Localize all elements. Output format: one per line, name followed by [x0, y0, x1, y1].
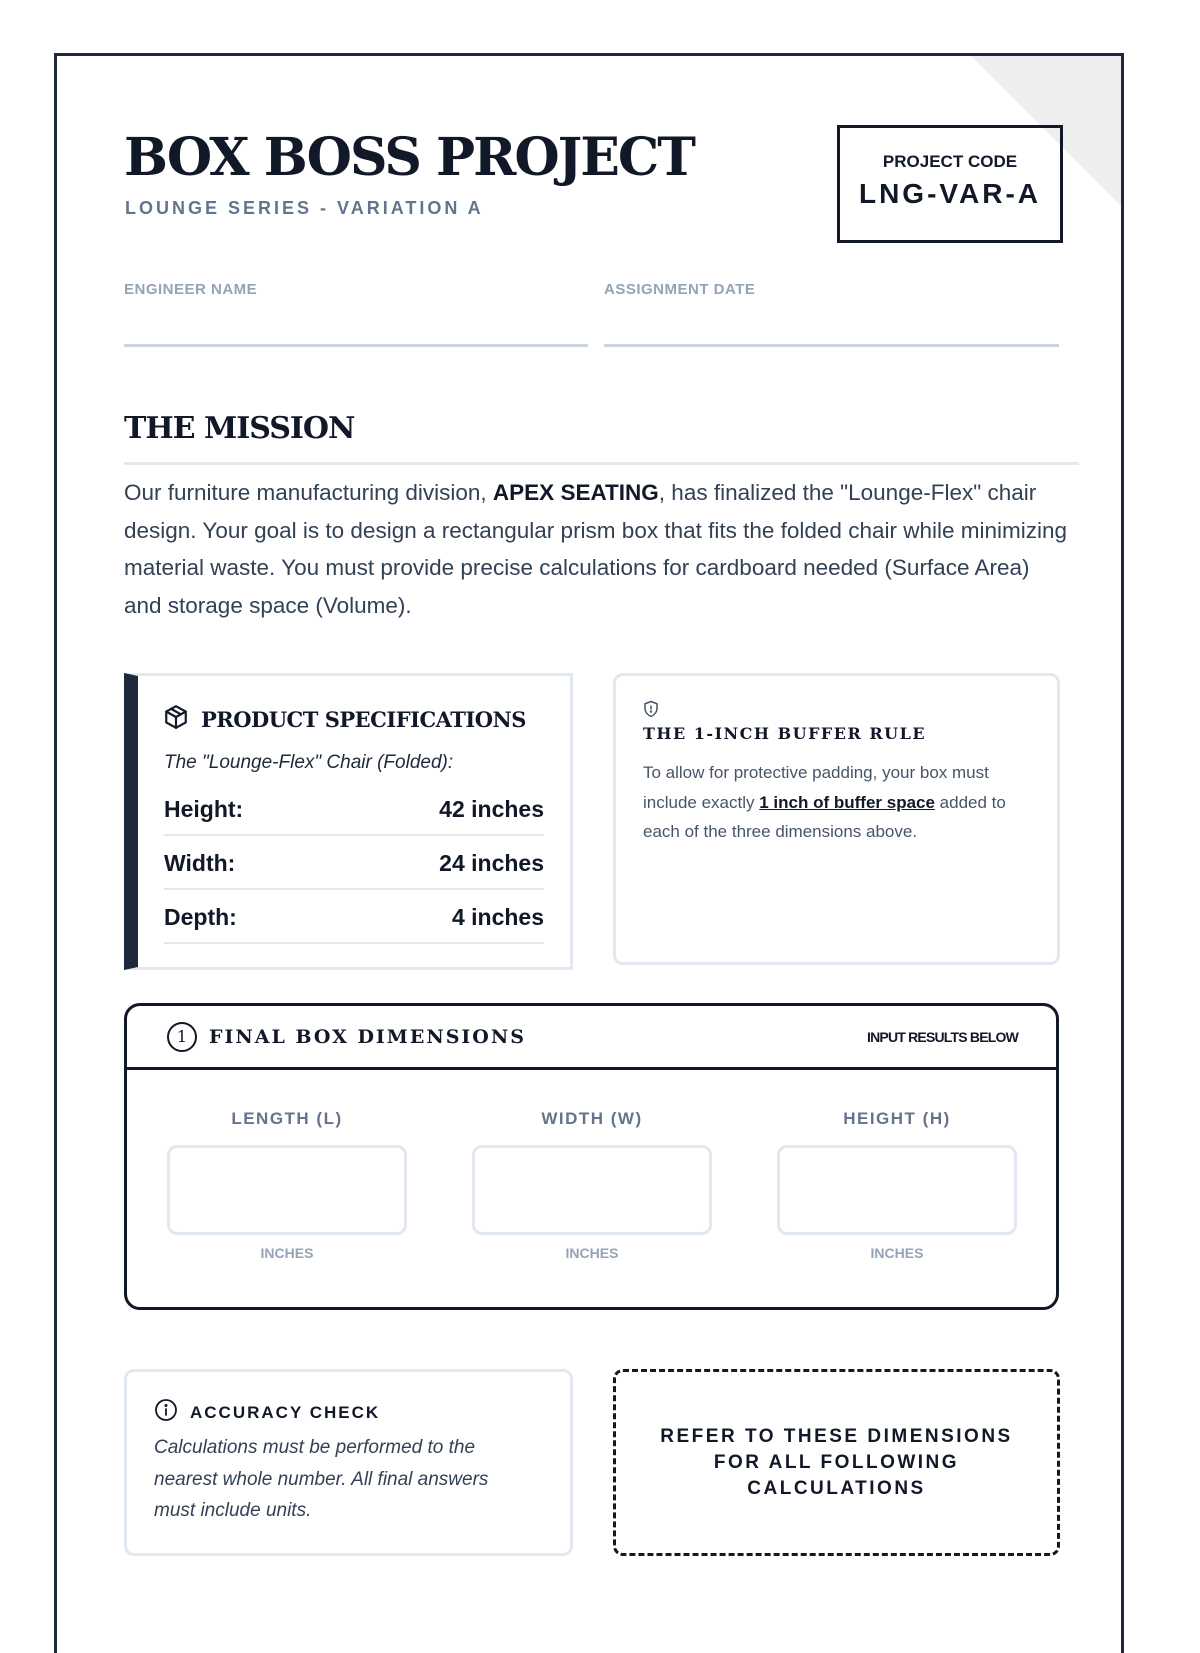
spec-label: Height: [164, 795, 244, 822]
worksheet [54, 53, 1124, 1653]
step-number-badge: 1 [167, 1022, 197, 1052]
accuracy-title: ACCURACY CHECK [190, 1402, 381, 1422]
input-results-note: INPUT RESULTS BELOW [867, 1028, 1018, 1045]
specs-header [163, 704, 526, 735]
buffer-text-part: To allow for protective padding, your box must include exactly [643, 763, 989, 812]
spec-row-depth [164, 892, 544, 944]
spec-row-width [164, 838, 544, 890]
project-code-label: PROJECT CODE [882, 152, 1018, 171]
final-dimensions-title: FINAL BOX DIMENSIONS [209, 1025, 526, 1048]
buffer-text-part: added to each of the three dimensions above. [643, 792, 1006, 841]
mission-text [124, 474, 1069, 624]
width-unit: INCHES [565, 1245, 619, 1261]
height-unit: INCHES [870, 1245, 924, 1261]
shield-icon [642, 700, 660, 723]
specs-list [164, 784, 544, 946]
buffer-rule-text [643, 758, 1038, 847]
final-box-dimensions-panel [124, 1003, 1059, 1310]
box-icon [163, 704, 189, 735]
assignment-date-label: ASSIGNMENT DATE [604, 281, 756, 298]
height-input[interactable] [777, 1145, 1017, 1235]
engineer-name-field[interactable] [124, 281, 588, 347]
height-dimension [777, 1109, 1017, 1261]
engineer-name-line[interactable] [124, 344, 588, 347]
final-dimensions-header [127, 1006, 1056, 1070]
engineer-name-label: ENGINEER NAME [124, 281, 258, 298]
page-subtitle: LOUNGE SERIES - VARIATION A [125, 198, 484, 218]
width-dimension [472, 1109, 712, 1261]
mission-text-part: Our furniture manufacturing division, [124, 480, 493, 505]
assignment-date-field[interactable] [604, 281, 1059, 347]
accuracy-text: Calculations must be performed to the nearest whole number. All final answers must include units. [154, 1437, 489, 1521]
buffer-rule-card [613, 673, 1060, 965]
company-name: APEX SEATING [492, 480, 659, 505]
spec-label: Depth: [164, 903, 237, 930]
project-code-value: LNG-VAR-A [858, 178, 1041, 209]
length-label: LENGTH (L) [231, 1109, 343, 1128]
spec-label: Width: [164, 849, 236, 876]
width-label: WIDTH (W) [541, 1109, 643, 1128]
spec-value: 4 inches [451, 903, 544, 930]
product-specifications-card [124, 673, 573, 970]
width-input[interactable] [472, 1145, 712, 1235]
accuracy-header [154, 1398, 380, 1427]
buffer-rule-title: THE 1-INCH BUFFER RULE [643, 724, 927, 743]
spec-value: 24 inches [439, 849, 544, 876]
mission-divider [124, 462, 1079, 465]
page-title: BOX BOSS PROJECT [124, 127, 694, 188]
refer-text: REFER TO THESE DIMENSIONS FOR ALL FOLLOWING CALCULATIONS [660, 1425, 1013, 1499]
spec-row-height [164, 784, 544, 836]
specs-title: PRODUCT SPECIFICATIONS [201, 707, 526, 732]
final-dimensions-heading [167, 1022, 526, 1052]
specs-subtitle: The "Lounge-Flex" Chair (Folded): [164, 752, 454, 773]
length-unit: INCHES [260, 1245, 314, 1261]
mission-text-part: , has finalized the "Lounge-Flex" chair design. Your goal is to design a rectangular prism box that fits the folded chair while minimizing material waste. You must provide precise calculations for cardboard needed (Surface Area) and storage space (Volume). [124, 480, 1068, 618]
buffer-emphasis: 1 inch of buffer space [759, 792, 935, 812]
project-code-box [837, 125, 1063, 243]
mission-title: THE MISSION [124, 411, 355, 446]
refer-dimensions-callout [613, 1369, 1060, 1556]
accuracy-check-card [124, 1369, 573, 1556]
spec-value: 42 inches [439, 795, 544, 822]
height-label: HEIGHT (H) [843, 1109, 951, 1128]
info-icon [154, 1398, 178, 1427]
length-dimension [167, 1109, 407, 1261]
length-input[interactable] [167, 1145, 407, 1235]
assignment-date-line[interactable] [604, 344, 1059, 347]
